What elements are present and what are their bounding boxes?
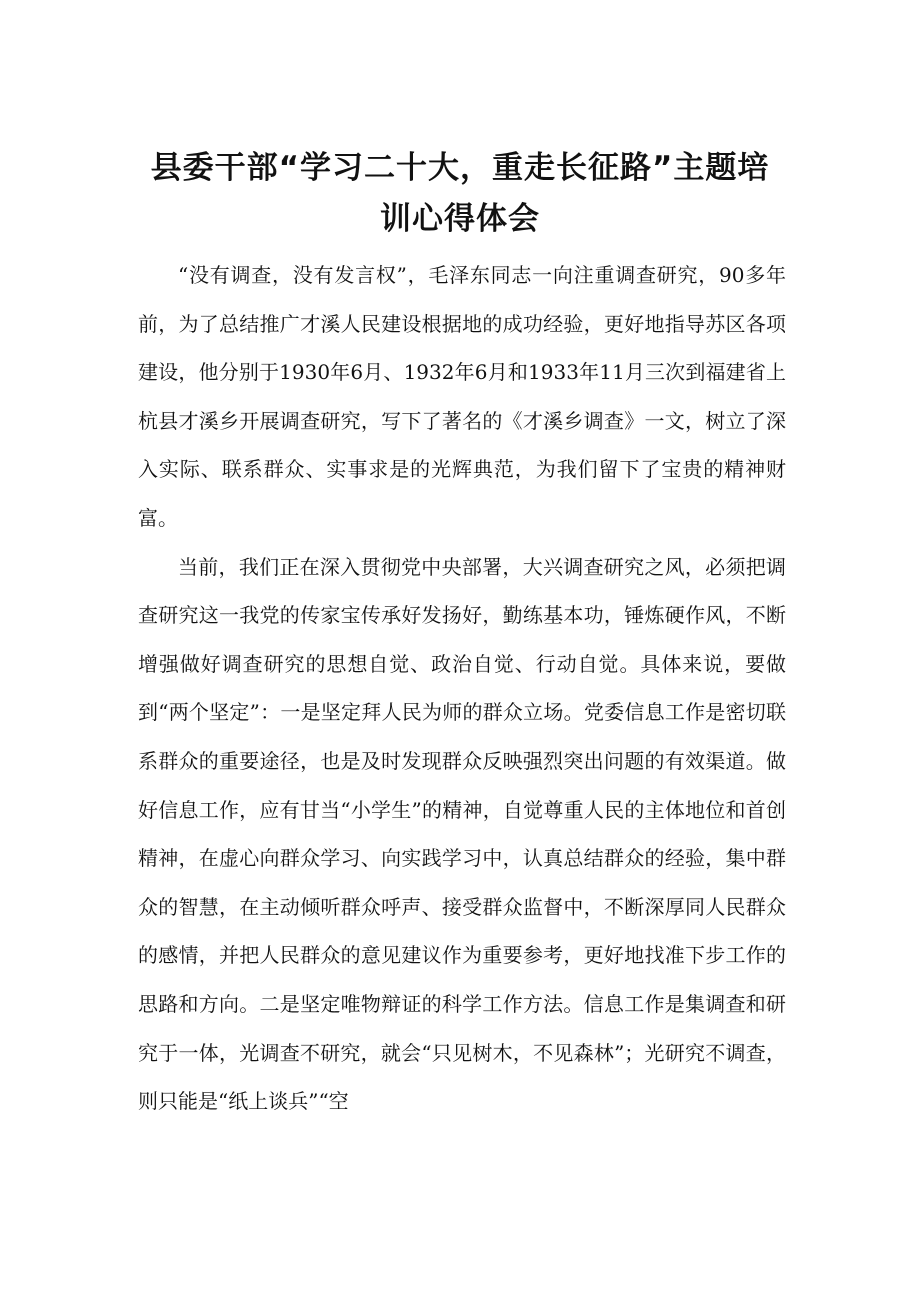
title-line-2: 训心得体会 (380, 200, 540, 237)
paragraph-2: 当前，我们正在深入贯彻党中央部署，大兴调查研究之风，必须把调查研究这一我党的传家宝传承好发扬好，勤练基本功，锤炼硬作风，不断增强做好调查研究的思想自觉、政治自觉、行动自觉。具体来说，要做到“两个坚定”：一是坚定拜人民为师的群众立场。党委信息工作是密切联系群众的重要途径，也是及时发现群众反映强烈突出问题的有效渠道。做好信息工作，应有甘当“小学生”的精神，自觉尊重人民的主体地位和首创精神，在虚心向群众学习、向实践学习中，认真总结群众的经验，集中群众的智慧，在主动倾听群众呼声、接受群众监督中，不断深厚同人民群众的感情，并把人民群众的意见建议作为重要参考，更好地找准下步工作的思路和方向。二是坚定唯物辩证的科学工作方法。信息工作是集调查和研究于一体，光调查不研究，就会“只见树木，不见森林”；光研究不调查，则只能是“纸上谈兵”“空 (138, 554, 786, 1114)
document-title (120, 143, 800, 245)
title-line-1: 县委干部“学习二十大，重走长征路”主题培 (150, 149, 770, 186)
document-body (138, 251, 786, 1126)
paragraph-1: “没有调查，没有发言权”，毛泽东同志一向注重调查研究，90多年前，为了总结推广才溪人民建设根据地的成功经验，更好地指导苏区各项建设，他分别于1930年6月、1932年6月和1933年11月三次到福建省上杭县才溪乡开展调查研究，写下了著名的《才溪乡调查》一文，树立了深入实际、联系群众、实事求是的光辉典范，为我们留下了宝贵的精神财富。 (138, 263, 786, 530)
